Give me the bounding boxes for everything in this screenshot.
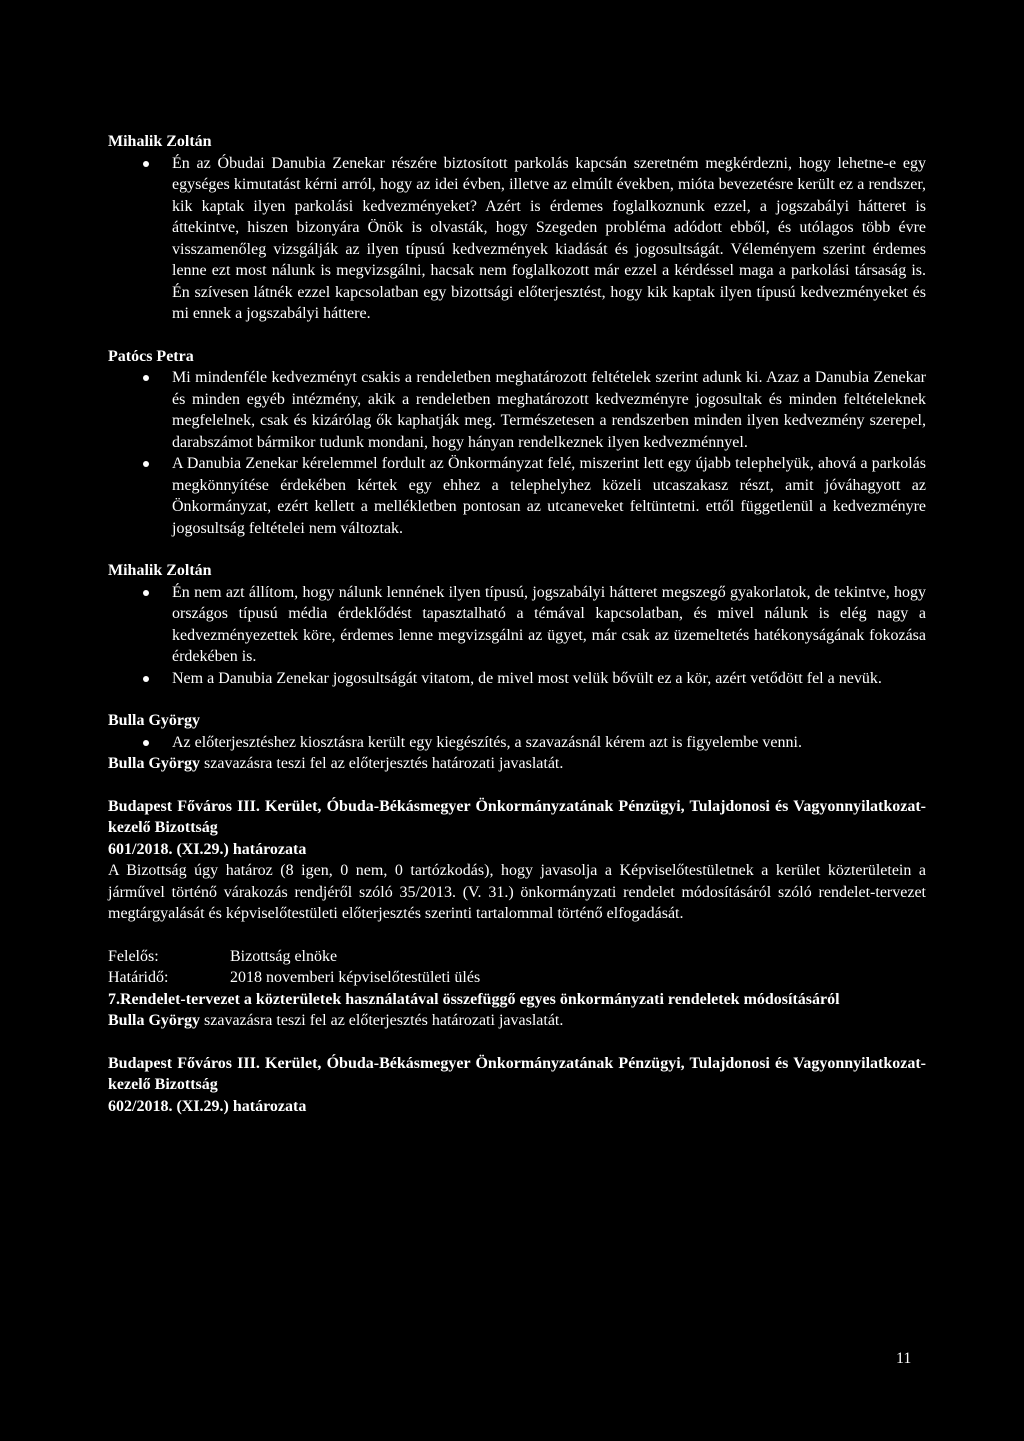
statement-text: Az előterjesztéshez kiosztásra került egy kiegészítés, a szavazásnál kérem azt is figyelembe venni. — [172, 733, 802, 751]
statement-item — [108, 153, 926, 325]
vote-chair-name: Bulla György — [108, 755, 201, 772]
deadline-value: 2018 novemberi képviselőtestületi ülés — [230, 969, 481, 986]
resolution-block — [108, 796, 926, 925]
vote-call — [108, 1010, 926, 1032]
vote-call — [108, 753, 926, 775]
speaker-name: Mihalik Zoltán — [108, 562, 212, 579]
statement-item — [108, 668, 926, 690]
resolution-number: 601/2018. (XI.29.) határozata — [108, 840, 307, 858]
responsibility-table — [108, 946, 926, 989]
vote-call-text: szavazásra teszi fel az előterjesztés határozati javaslatát. — [200, 1012, 564, 1029]
resolution-body: A Bizottság úgy határoz (8 igen, 0 nem, 0 tartózkodás), hogy javasolja a Képviselőtestületnek a kerület közterületein a járművel történő várakozás rendjéről szóló 35/2013. (V. 31.) önkormányzati rendelet módosításáról szóló rendelet-tervezet megtárgyalását és képviselőtestületi előterjesztés szerinti tartalommal történő elfogadását. — [108, 862, 926, 922]
responsible-row — [108, 946, 926, 968]
bullet-icon — [143, 676, 149, 682]
statement-list — [108, 582, 926, 690]
resolution-heading: Budapest Főváros III. Kerület, Óbuda-Békásmegyer Önkormányzatának Pénzügyi, Tulajdonosi és Vagyonnyilatkozat-kezelő Bizottság — [108, 1054, 926, 1093]
statement-text: Én az Óbudai Danubia Zenekar részére biztosított parkolás kapcsán szeretném megkérdezni, hogy lehetne-e egy egységes kimutatást kérni arról, hogy az idei évben, illetve az elmúlt években, mióta bevezetésre került ez a rendszer, kik kaptak ilyen parkolási kedvezményeket? Azért is érdemes foglalkoznunk ezzel, a jogszabályi hátteret is áttekintve, hiszen bizonyára Önök is olvasták, hogy Szegeden probléma adódott ebből, és utólagos több évre visszamenőleg vizsgálják az ilyen típusú kedvezmények kiadását és jogosultságát. Véleményem szerint érdemes lenne ezt most nálunk is megvizsgálni, hacsak nem foglalkozott már ezzel a kérdéssel maga a parkolási társaság is. Én szívesen látnék ezzel kapcsolatban egy bizottsági előterjesztést, hogy kik kaptak ilyen típusú kedvezményeket és mi ennek a jogszabályi háttere. — [172, 154, 926, 322]
speaker-name: Bulla György — [108, 712, 201, 729]
bullet-icon — [143, 161, 149, 167]
statement-text: A Danubia Zenekar kérelemmel fordult az Önkormányzat felé, miszerint lett egy újabb telephelyük, ahová a parkolás megkönnyítése érdekében kértek egy ehhez a telephelyhez közeli utcaszakasz részt, amit jóváhagyott az Önkormányzat, ezért kellett a mellékletben pontosan az utcaneveket feltüntetni. ettől függetlenül a kedvezményre jogosultság feltételei nem változtak. — [172, 455, 926, 537]
speaker-block — [108, 710, 926, 753]
statement-item — [108, 582, 926, 668]
statement-list — [108, 732, 926, 754]
statement-item — [108, 453, 926, 539]
statement-text: Nem a Danubia Zenekar jogosultságát vitatom, de mivel most velük bővült ez a kör, azért vetődött fel a nevük. — [172, 669, 882, 687]
bullet-icon — [143, 461, 149, 467]
statement-item — [108, 732, 926, 754]
responsible-label: Felelős: — [108, 947, 159, 965]
statement-text: Mi mindenféle kedvezményt csakis a rendeletben meghatározott feltételek szerint adunk ki. Azaz a Danubia Zenekar és minden egyéb intézmény, akik a rendeletben meghatározott kedvezményre jogosultak és minden feltételeknek megfelelnek, csak és kizárólag ők kaphatják meg. Természetesen a rendszerben minden ilyen kedvezmény szerepel, darabszámot bármikor tudunk mondani, hogy hányan rendelkeznek ilyen kedvezménnyel. — [172, 369, 926, 451]
bullet-icon — [143, 740, 149, 746]
vote-chair-name: Bulla György — [108, 1012, 201, 1029]
statement-item — [108, 367, 926, 453]
speaker-block — [108, 346, 926, 540]
resolution-number: 602/2018. (XI.29.) határozata — [108, 1097, 307, 1115]
resolution-block — [108, 1053, 926, 1118]
resolution-heading: Budapest Főváros III. Kerület, Óbuda-Békásmegyer Önkormányzatának Pénzügyi, Tulajdonosi és Vagyonnyilatkozat-kezelő Bizottság — [108, 797, 926, 836]
vote-call-text: szavazásra teszi fel az előterjesztés határozati javaslatát. — [200, 755, 564, 772]
speaker-name: Mihalik Zoltán — [108, 133, 212, 150]
statement-list — [108, 153, 926, 325]
deadline-row — [108, 967, 926, 989]
bullet-icon — [143, 375, 149, 381]
deadline-label: Határidő: — [108, 969, 169, 986]
speaker-block — [108, 131, 926, 325]
statement-list — [108, 367, 926, 539]
statement-text: Én nem azt állítom, hogy nálunk lennének ilyen típusú, jogszabályi hátteret megszegő gyakorlatok, de tekintve, hogy országos típusú média érdeklődést tapasztalható a témával kapcsolatban, és mivel nálunk is elég nagy a kedvezményezettek köre, érdemes lenne megvizsgálni az ügyet, már csak az üzemeltetés hatékonyságának fokozása érdekében is. — [172, 583, 926, 665]
agenda-item-title: 7.Rendelet-tervezet a közterületek használatával összefüggő egyes önkormányzati rendeletek módosításáról — [108, 990, 840, 1008]
speaker-name: Patócs Petra — [108, 347, 194, 365]
page-number: 11 — [896, 1350, 912, 1367]
responsible-value: Bizottság elnöke — [230, 947, 338, 965]
document-page — [108, 131, 926, 1117]
bullet-icon — [143, 590, 149, 596]
speaker-block — [108, 560, 926, 689]
